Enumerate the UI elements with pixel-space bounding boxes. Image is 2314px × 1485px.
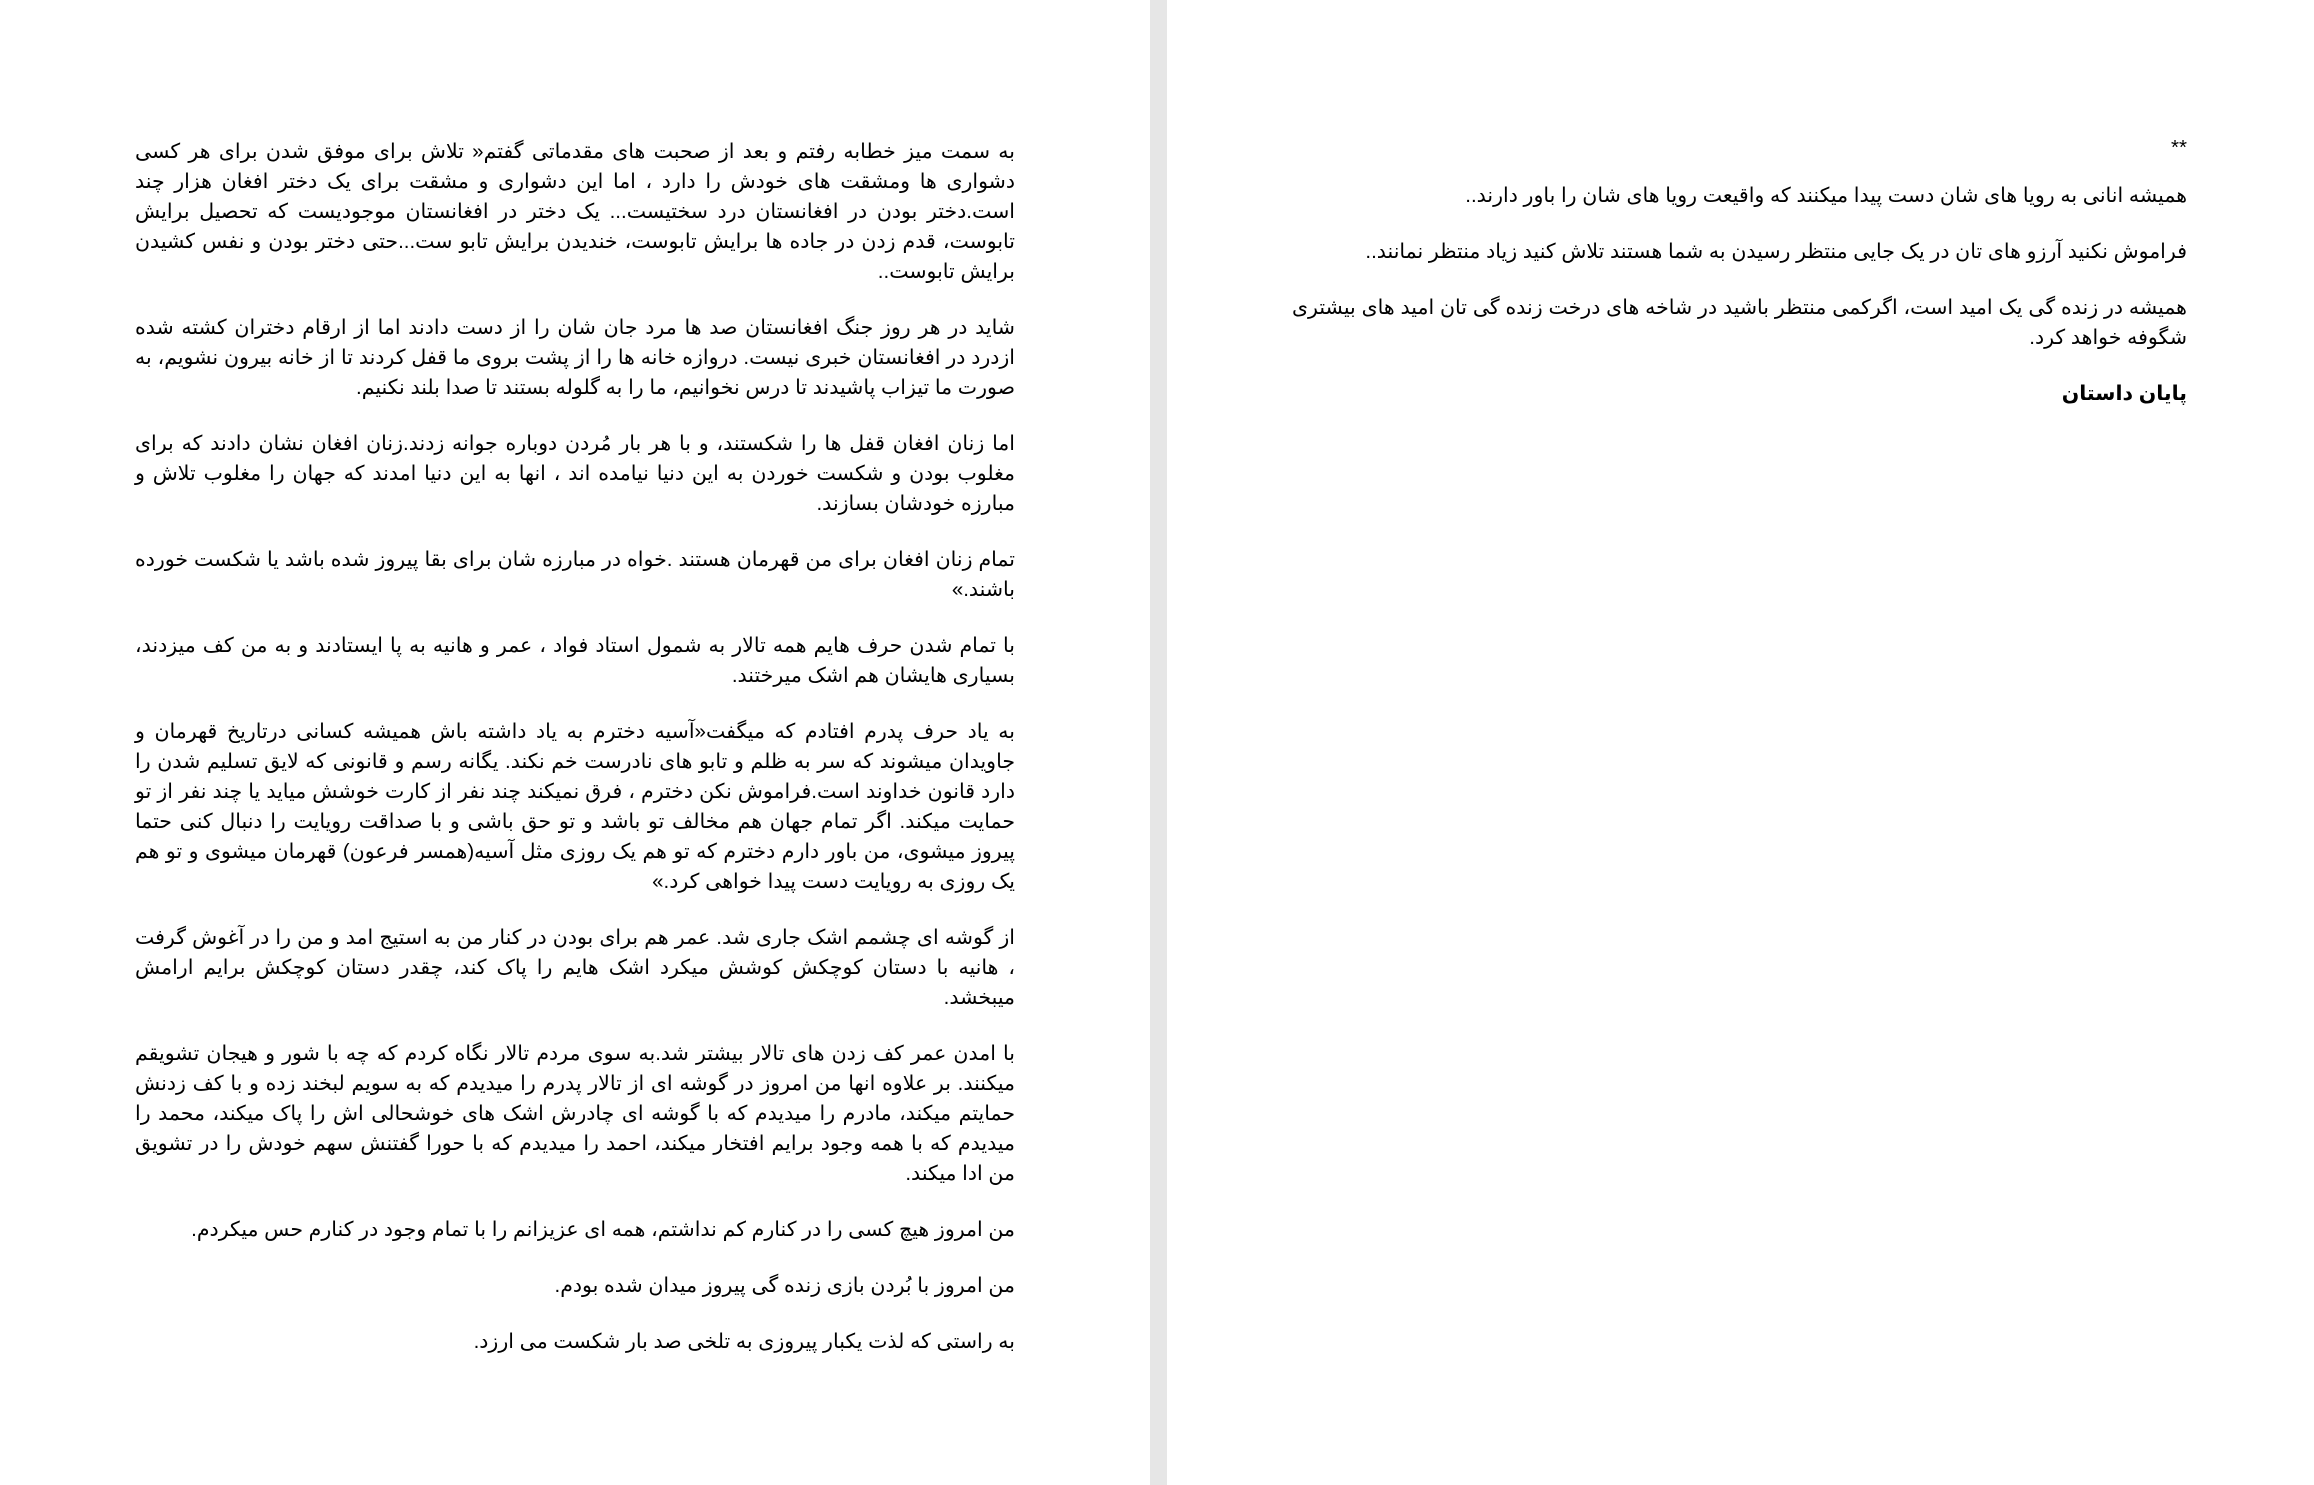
paragraph: شاید در هر روز جنگ افغانستان صد ها مرد جان شان را از دست دادند اما از ارقام دختران کشته شده ازدرد در افغانستان خبری نیست. دروازه خانه ها را از پشت بروی ما قفل کردند تا از خانه بیرون نشویم، به صورت ما تیزاب پاشیدند تا درس نخوانیم، ما را به گلوله بستند تا صدا بلند نکنیم. — [135, 316, 1015, 399]
paragraph: از گوشه ای چشمم اشک جاری شد. عمر هم برای بودن در کنار من به استیج امد و من را در آغوش گرفت ، هانیه با دستان کوچکش کوشش میکرد اشک هایم را پاک کند، چقدر دستان کوچکش برایم ارامش میبخشد. — [135, 926, 1015, 1009]
paragraph: همیشه انانی به رویا های شان دست پیدا میکنند که واقیعت رویا های شان را باور دارند.. — [1465, 184, 2187, 207]
paragraph: به سمت میز خطابه رفتم و بعد از صحبت های مقدماتی گفتم« تلاش برای موفق شدن برای هر کسی دشواری ها ومشقت های خودش را دارد ، اما این دشواری و مشقت برای یک دختر افغان هزار چند است.دختر بودن در افغانستان درد سختیست... یک دختر در افغانستان موجودیست که تحصیل برایش تابوست، قدم زدن در جاده ها برایش تابوست، خندیدن برایش تابو ست...حتی دختر بودن و نفس کشیدن برایش تابوست.. — [135, 140, 1015, 283]
paragraph: با تمام شدن حرف هایم همه تالار به شمول استاد فواد ، عمر و هانیه به پا ایستادند و به من کف میزدند، بسیاری هایشان هم اشک میرختند. — [135, 634, 1015, 687]
page-text-body — [135, 137, 1015, 1383]
section-separator: ** — [2171, 136, 2187, 159]
story-ending-heading: پایان داستان — [2061, 382, 2187, 405]
paragraph: تمام زنان افغان برای من قهرمان هستند .خواه در مبارزه شان برای بقا پیروز شده باشد یا شکست خورده باشند.» — [135, 548, 1015, 601]
paragraph: به راستی که لذت یکبار پیروزی به تلخی صد بار شکست می ارزد. — [473, 1330, 1015, 1353]
paragraph: فراموش نکنید آرزو های تان در یک جایی منتظر رسیدن به شما هستند تلاش کنید زیاد منتظر نمانند.. — [1365, 240, 2187, 263]
page-text-body — [1292, 137, 2187, 435]
paragraph: با امدن عمر کف زدن های تالار بیشتر شد.به سوی مردم تالار نگاه کردم که چه با شور و هیجان تشویقم میکنند. بر علاوه انها من امروز در گوشه ای از تالار پدرم را میدیدم که به سویم لبخند زده و با کف زدنش حمایتم میکند، مادرم را میدیدم که با گوشه ای چادرش اشک های خوشحالی اش را پاک میکند، محمد را میدیدم که با همه وجود برایم افتخار میکند، احمد را میدیدم که با حورا گفتنش سهم خودش را در تشویق من ادا میکند. — [135, 1042, 1015, 1185]
paragraph: همیشه در زنده گی یک امید است، اگرکمی منتظر باشید در شاخه های درخت زنده گی تان امید های بیشتری شگوفه خواهد کرد. — [1292, 296, 2187, 349]
paragraph: به یاد حرف پدرم افتادم که میگفت«آسیه دخترم به یاد داشته باش همیشه کسانی درتاریخ قهرمان و جاویدان میشوند که سر به ظلم و تابو های نادرست خم نکند. یگانه رسم و قانونی که لایق تسلیم شدن را دارد قانون خداوند است.فراموش نکن دخترم ، فرق نمیکند چند نفر از کارت خوشش میاید یا چند نفر از تو حمایت میکند. اگر تمام جهان هم مخالف تو باشد و تو حق باشی و با صداقت رویایت را دنبال کنی حتما پیروز میشوی، من باور دارم دخترم که تو هم یک روزی مثل آسیه(همسر فرعون) قهرمان میشوی و تو هم یک روزی به رویایت دست پیدا خواهی کرد.» — [135, 720, 1015, 893]
document-page-left — [0, 0, 1150, 1485]
paragraph: من امروز با بُردن بازی زنده گی پیروز میدان شده بودم. — [554, 1274, 1015, 1297]
paragraph: اما زنان افغان قفل ها را شکستند، و با هر بار مُردن دوباره جوانه زدند.زنان افغان نشان دادند که برای مغلوب بودن و شکست خوردن به این دنیا نیامده اند ، انها به این دنیا امدند که جهان را مغلوب تلاش و مبارزه خودشان بسازند. — [135, 432, 1015, 515]
paragraph: من امروز هیچ کسی را در کنارم کم نداشتم، همه ای عزیزانم را با تمام وجود در کنارم حس میکردم. — [191, 1218, 1015, 1241]
document-page-right — [1167, 0, 2314, 1485]
